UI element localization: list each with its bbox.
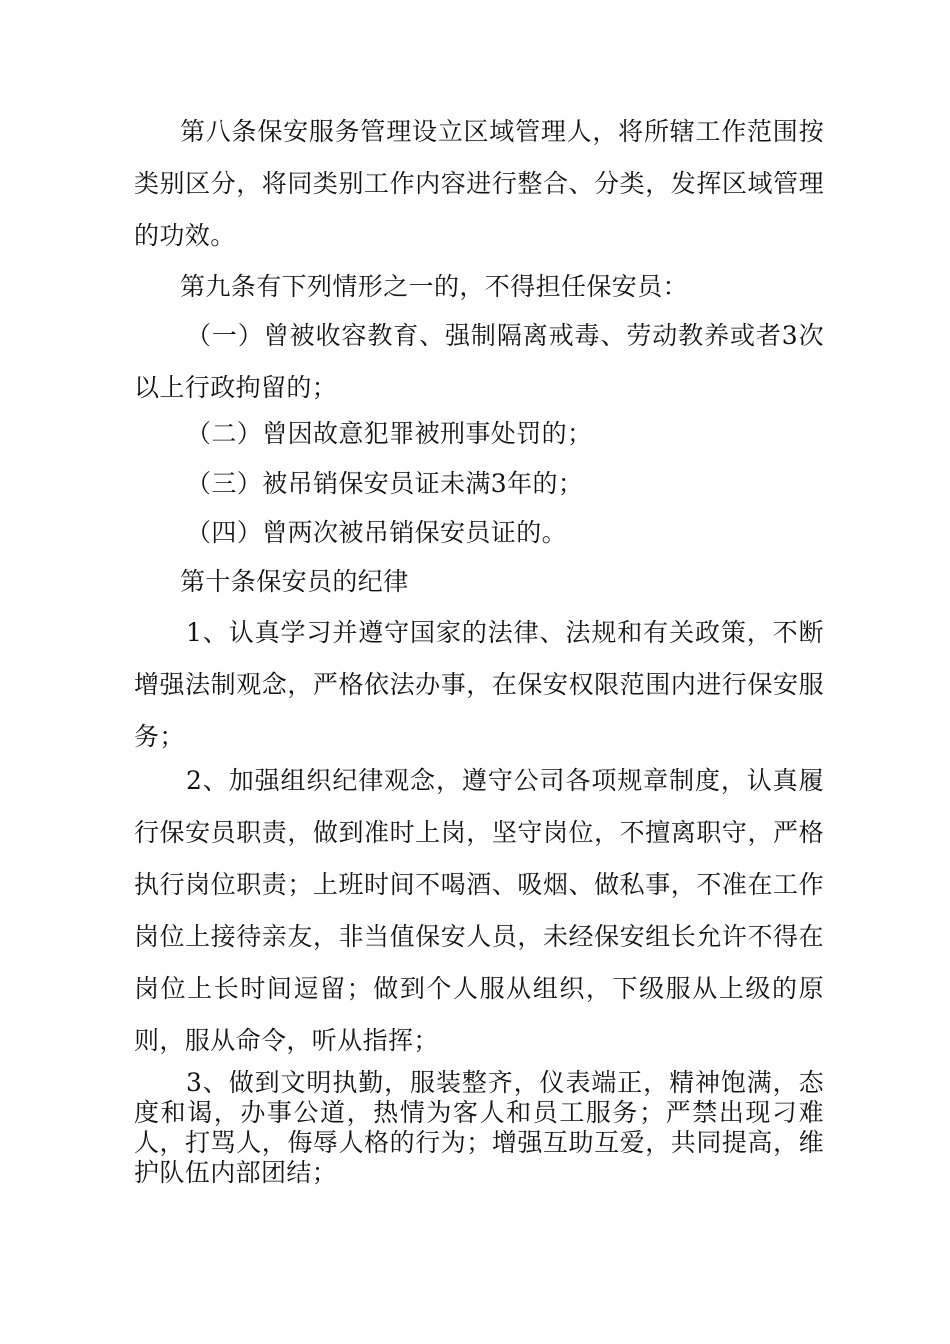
article-9-item-4: （四）曾两次被吊销保安员证的。	[186, 518, 568, 547]
article-9-heading: 第九条有下列情形之一的，不得担任保安员：	[180, 272, 689, 301]
article-8-paragraph: 第八条保安服务管理设立区域管理人，将所辖工作范围按类别区分，将同类别工作内容进行整合、分类，发挥区域管理的功效。	[134, 117, 824, 250]
article-10-item-2: 2、加强组织纪律观念，遵守公司各项规章制度，认真履行保安员职责，做到准时上岗，坚守岗位，不擅离职守，严格执行岗位职责；上班时间不喝酒、吸烟、做私事，不准在工作岗位上接待亲友，非当值保安人员，未经保安组长允许不得在岗位上长时间逗留；做到个人服从组织，下级服从上级的原则，服从命令，听从指挥；	[134, 766, 824, 1055]
article-9-item-2: （二）曾因故意犯罪被刑事处罚的；	[186, 419, 593, 448]
article-10-item-1: 1、认真学习并遵守国家的法律、法规和有关政策，不断增强法制观念，严格依法办事，在保安权限范围内进行保安服务；	[134, 618, 824, 751]
article-10-heading: 第十条保安员的纪律	[180, 567, 409, 596]
article-10-item-3: 3、做到文明执勤，服装整齐，仪表端正，精神饱满，态度和谒，办事公道，热情为客人和员工服务；严禁出现刁难人，打骂人，侮辱人格的行为；增强互助互爱，共同提高，维护队伍内部团结；	[134, 1068, 824, 1187]
article-9-item-1: （一）曾被收容教育、强制隔离戒毒、劳动教养或者3次以上行政拘留的；	[134, 321, 824, 402]
article-9-item-3: （三）被吊销保安员证未满3年的；	[186, 469, 584, 498]
